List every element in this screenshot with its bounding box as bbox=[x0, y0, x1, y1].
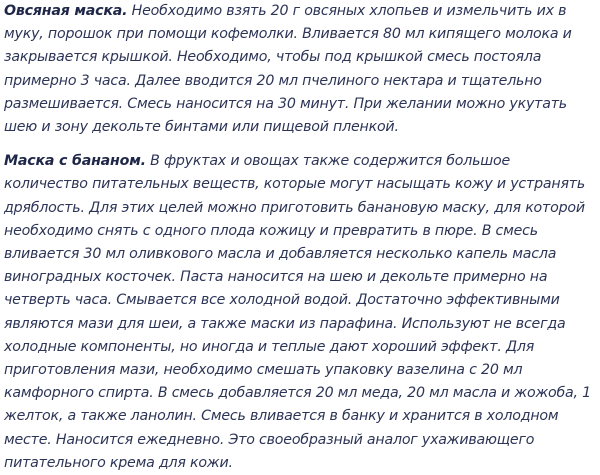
paragraph-heading-oat-mask: Овсяная маска. bbox=[4, 3, 128, 19]
article-body bbox=[4, 0, 594, 475]
paragraph-heading-banana-mask: Маска с бананом. bbox=[4, 153, 146, 170]
paragraph-banana-mask bbox=[4, 150, 594, 475]
paragraph-oat-mask bbox=[4, 0, 594, 139]
paragraph-text-oat-mask: Необходимо взять 20 г овсяных хлопьев и измельчить их в муку, порошок при помощи кофемолки. Вливается 80 мл кипящего молока и закрывается крышкой. Необходимо, чтобы под крышкой смесь постояла примерно 3 часа. Далее вводится 20 мл пчелиного нектара и тщательно размешивается. Смесь наносится на 30 минут. При желании можно укутать шею и зону декольте бинтами или пищевой пленкой. bbox=[4, 3, 572, 136]
paragraph-text-banana-mask: В фруктах и овощах также содержится большое количество питательных веществ, которые могут насыщать кожу и устранять дряблость. Для этих целей можно приготовить банановую маску, для которой необходимо снять с одного плода кожицу и превратить в пюре. В смесь вливается 30 мл оливкового масла и добавляется несколько капель масла виноградных косточек. Паста наносится на шею и декольте примерно на четверть часа. Смывается все холодной водой. Достаточно эффективными являются мази для шеи, а также маски из парафина. Используют не всегда холодные компоненты, но иногда и теплые дают хороший эффект. Для приготовления мази, необходимо смешать упаковку вазелина с 20 мл камфорного спирта. В смесь добавляется 20 мл меда, 20 мл масла и жожоба, 1 желток, а также ланолин. Смесь вливается в банку и хранится в холодном месте. Наносится ежедневно. Это своеобразный аналог ухаживающего питательного крема для кожи. bbox=[4, 153, 591, 471]
